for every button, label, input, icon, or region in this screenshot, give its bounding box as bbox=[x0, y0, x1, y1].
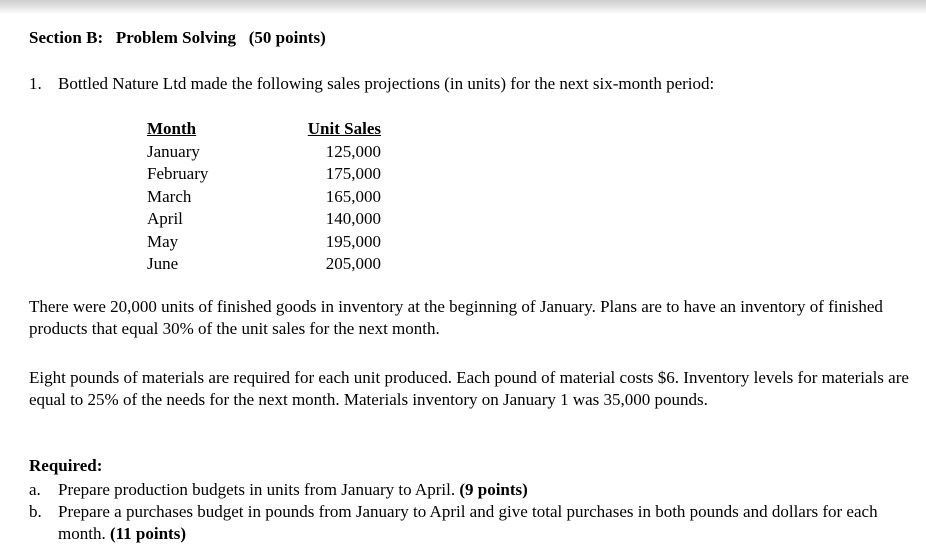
table-row bbox=[147, 253, 381, 276]
month-cell: April bbox=[147, 209, 183, 228]
unit-sales-cell: 140,000 bbox=[325, 209, 381, 228]
list-item bbox=[29, 501, 919, 545]
unit-sales-cell: 175,000 bbox=[325, 164, 381, 183]
unit-sales-header: Unit Sales bbox=[307, 119, 381, 138]
question-intro bbox=[29, 74, 714, 94]
list-item bbox=[29, 479, 919, 501]
table-row bbox=[147, 163, 381, 186]
item-body: Prepare production budgets in units from January to April. bbox=[58, 480, 460, 499]
top-shadow-bar bbox=[0, 0, 926, 14]
item-text bbox=[58, 501, 919, 545]
question-text: Bottled Nature Ltd made the following sales projections (in units) for the next six-month period: bbox=[58, 74, 715, 93]
required-list bbox=[29, 479, 919, 545]
month-cell: February bbox=[147, 164, 209, 183]
table-row bbox=[147, 231, 381, 254]
month-cell: May bbox=[147, 231, 179, 251]
table-row bbox=[147, 141, 381, 164]
item-body: Prepare a purchases budget in pounds from January to April and give total purchases in both pounds and dollars for each month. bbox=[58, 502, 878, 543]
table-header-row bbox=[147, 118, 381, 141]
unit-sales-cell: 195,000 bbox=[325, 231, 381, 251]
month-header: Month bbox=[147, 119, 197, 138]
item-letter: b. bbox=[29, 502, 42, 521]
month-cell: January bbox=[147, 141, 200, 161]
sales-projection-table bbox=[147, 118, 381, 276]
table-row bbox=[147, 186, 381, 209]
section-title: Section B: Problem Solving (50 points) bbox=[29, 28, 326, 47]
question-number: 1. bbox=[29, 74, 42, 93]
required-heading: Required: bbox=[29, 456, 103, 475]
month-cell: June bbox=[147, 254, 179, 273]
unit-sales-cell: 205,000 bbox=[325, 254, 381, 273]
item-text bbox=[58, 479, 919, 501]
table-row bbox=[147, 208, 381, 231]
materials-paragraph: Eight pounds of materials are required for each unit produced. Each pound of material costs $6. Inventory levels for materials are equal to 25% of the needs for the next month. Materials inventory on January 1 was 35,000 pounds. bbox=[29, 368, 909, 409]
unit-sales-cell: 125,000 bbox=[325, 141, 381, 161]
item-letter: a. bbox=[29, 480, 41, 499]
item-points: (11 points) bbox=[109, 524, 186, 543]
month-cell: March bbox=[147, 186, 192, 206]
inventory-paragraph: There were 20,000 units of finished goods in inventory at the beginning of January. Plans are to have an inventory of finished products that equal 30% of the unit sales for the next month. bbox=[29, 297, 883, 338]
item-points: (9 points) bbox=[459, 480, 528, 499]
unit-sales-cell: 165,000 bbox=[325, 186, 381, 206]
